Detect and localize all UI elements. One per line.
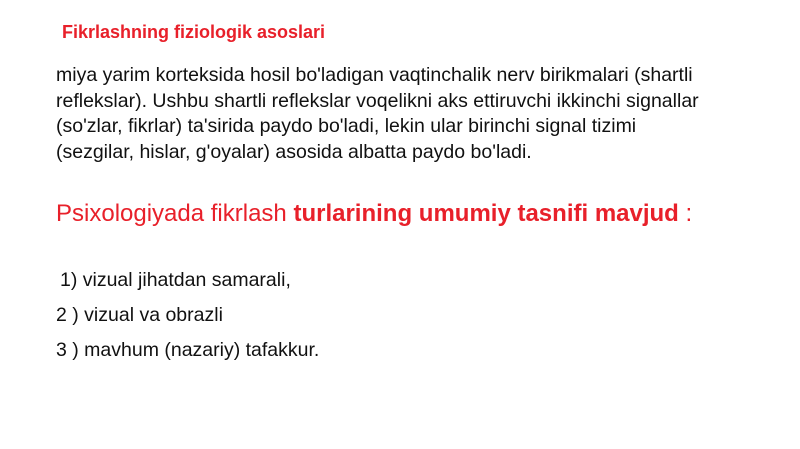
thinking-types-list bbox=[56, 268, 656, 373]
heading-normal-text: Psixologiyada fikrlash bbox=[56, 200, 294, 227]
list-item: 1) vizual jihatdan samarali, bbox=[60, 269, 291, 291]
slide-title: Fikrlashning fiziologik asoslari bbox=[62, 22, 326, 42]
body-paragraph: miya yarim korteksida hosil bo'ladigan vaqtinchalik nerv birikmalari (shartli reflekslar). Ushbu shartli reflekslar voqelikni aks ettiruvchi ikkinchi signallar (so'zlar, fikrlar) ta'sirida paydo bo'ladi, lekin ular birinchi signal tizimi (sezgilar, hislar, g'oyalar) asosida albatta paydo bo'ladi. bbox=[56, 64, 699, 163]
section-heading bbox=[56, 199, 696, 229]
list-item: 3 ) mavhum (nazariy) tafakkur. bbox=[56, 339, 320, 361]
heading-bold-text: turlarining umumiy tasnifi mavjud bbox=[293, 200, 679, 227]
heading-suffix: : bbox=[678, 200, 693, 227]
list-item: 2 ) vizual va obrazli bbox=[56, 304, 223, 326]
